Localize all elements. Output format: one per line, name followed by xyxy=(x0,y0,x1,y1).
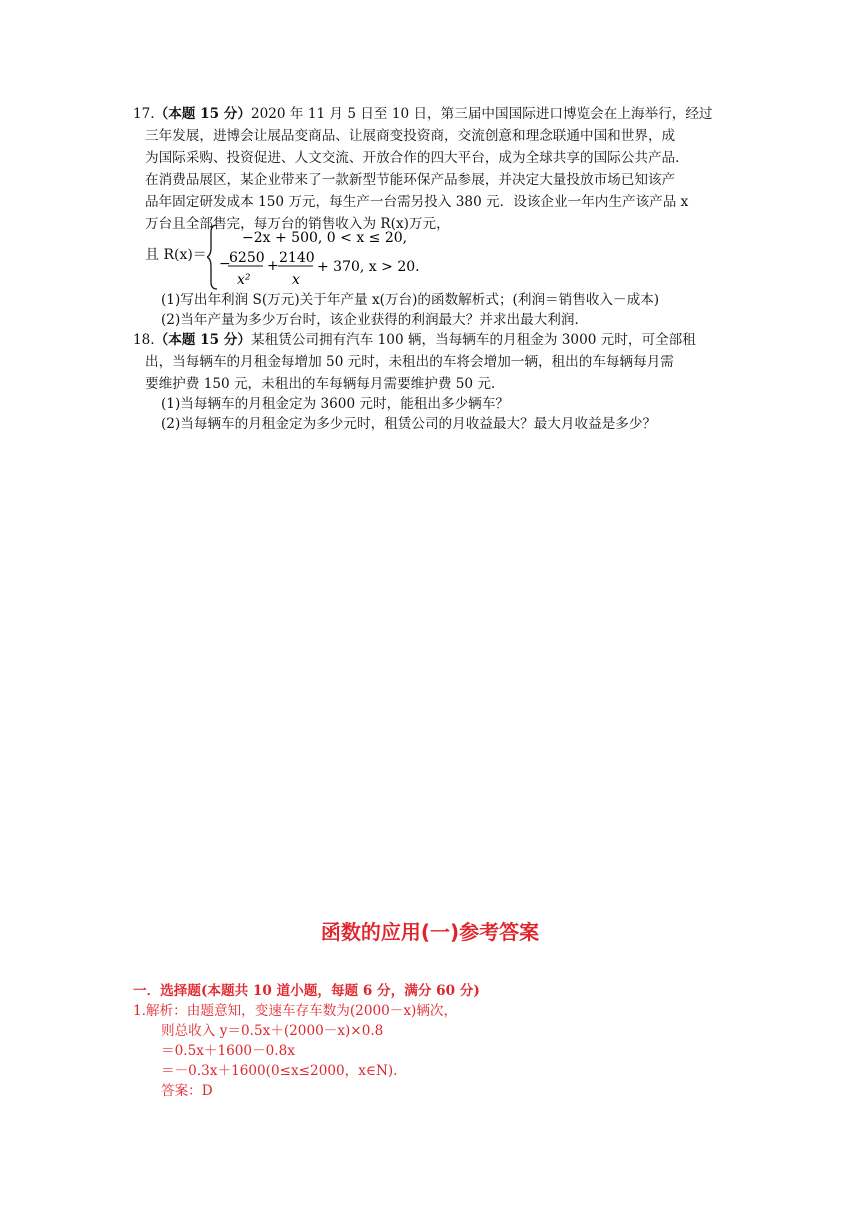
case2-plus: + xyxy=(267,258,279,274)
q18-line-3: 要维护费 150 元，未租出的车每辆每月需要维护费 50 元. xyxy=(145,376,496,392)
q18-part-2: (2)当每辆车的月租金定为多少元时，租赁公司的月收益最大？最大月收益是多少？ xyxy=(161,416,657,432)
case2-num1: 6250 xyxy=(229,250,265,266)
case2-den1: x² xyxy=(237,272,251,288)
q17-text: 2020 年 11 月 5 日至 10 日，第三届中国国际进口博览会在上海举行，经过 xyxy=(250,106,713,122)
formula-label: 且 R(x)＝ xyxy=(145,247,207,263)
q18-line-2: 出，当每辆车的月租金每增加 50 元时，未租出的车将会增加一辆，租出的车每辆每月需 xyxy=(145,354,674,370)
answers-title: 函数的应用(一)参考答案 xyxy=(320,920,540,944)
case2-num2: 2140 xyxy=(279,250,315,266)
q17-line-6: 万台且全部售完，每万台的销售收入为 R(x)万元， xyxy=(145,216,450,232)
piecewise-formula xyxy=(145,222,445,292)
q17-line-4: 在消费品展区，某企业带来了一款新型节能环保产品参展，并决定大量投放市场已知该产 xyxy=(145,172,676,188)
q18-tag: （本题 15 分） xyxy=(154,332,251,348)
case2-tail: + 370, x > 20. xyxy=(317,259,420,275)
q17-line-5: 品年固定研发成本 150 万元，每生产一台需另投入 380 元．设该企业一年内生产该产品 x xyxy=(145,194,689,210)
case2-den2: x xyxy=(292,272,300,288)
q17-line-2: 三年发展，进博会让展品变商品、让展商变投资商，交流创意和理念联通中国和世界，成 xyxy=(145,128,676,144)
answer-1-line-1: 1.解析：由题意知，变速车存车数为(2000－x)辆次， xyxy=(133,1003,458,1019)
q17-tag: （本题 15 分） xyxy=(154,106,251,122)
q18-text: 某租赁公司拥有汽车 100 辆，当每辆车的月租金为 3000 元时，可全部租 xyxy=(250,332,696,348)
q17-part-2: (2)当年产量为多少万台时，该企业获得的利润最大？并求出最大利润. xyxy=(161,312,579,328)
answer-1-line-3: ＝0.5x＋1600－0.8x xyxy=(161,1043,295,1059)
q17-line-1 xyxy=(133,105,713,123)
q18-number: 18. xyxy=(133,332,155,348)
piecewise-svg xyxy=(207,222,442,292)
q18-part-1: (1)当每辆车的月租金定为 3600 元时，能租出多少辆车？ xyxy=(161,396,509,412)
case-1: −2x + 500, 0 < x ≤ 20, xyxy=(242,230,408,246)
q17-part-1: (1)写出年利润 S(万元)关于年产量 x(万台)的函数解析式；(利润＝销售收入－成本) xyxy=(161,292,660,308)
answer-1-choice: 答案：D xyxy=(161,1083,213,1099)
brace-icon xyxy=(207,225,217,289)
q18-line-1 xyxy=(133,331,696,349)
q17-line-3: 为国际采购、投资促进、人文交流、开放合作的四大平台，成为全球共享的国际公共产品． xyxy=(145,150,689,166)
answer-1-line-2: 则总收入 y＝0.5x＋(2000－x)×0.8 xyxy=(161,1023,384,1039)
case2-minus: − xyxy=(219,256,231,272)
answer-1-line-4: ＝－0.3x＋1600(0≤x≤2000，x∈N). xyxy=(161,1063,398,1079)
q17-number: 17. xyxy=(133,106,155,122)
answers-section-heading: 一．选择题(本题共 10 道小题，每题 6 分，满分 60 分) xyxy=(133,983,480,999)
